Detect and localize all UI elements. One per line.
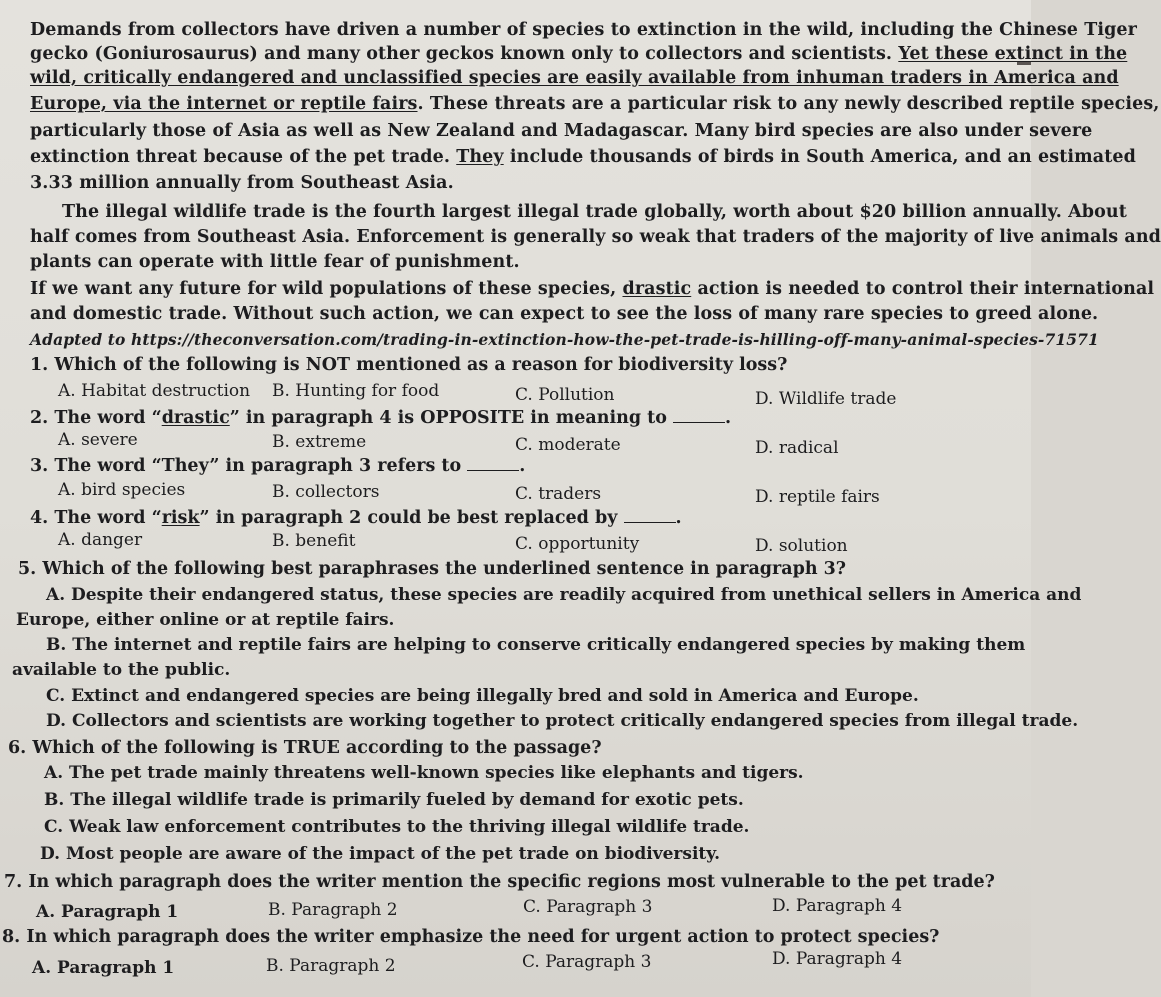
p2-line-1: The illegal wildlife trade is the fourth largest illegal trade globally, worth about $20 billion annually. About	[62, 202, 1127, 222]
q1-option-b: B. Hunting for food	[272, 381, 440, 401]
q1-option-d: D. Wildlife trade	[755, 389, 897, 409]
q8-option-c: C. Paragraph 3	[522, 952, 652, 972]
q5-option-d: D. Collectors and scientists are working together to protect critically endangered species from illegal trade.	[46, 711, 1079, 731]
p3-line-2: and domestic trade. Without such action, we can expect to see the loss of many rare species to greed alone.	[30, 304, 1099, 324]
underlined-they: They	[456, 147, 504, 167]
question-8-stem: 8. In which paragraph does the writer emphasize the need for urgent action to protect species?	[2, 927, 940, 947]
p2-line-3: plants can operate with little fear of punishment.	[30, 252, 520, 272]
p1-line-2: gecko (Goniurosaurus) and many other geckos known only to collectors and scientists. Yet these extinct in the	[30, 44, 1128, 64]
p2-line-2: half comes from Southeast Asia. Enforcement is generally so weak that traders of the majority of live animals and	[30, 227, 1161, 247]
p1-line-1: Demands from collectors have driven a number of species to extinction in the wild, including the Chinese Tiger	[30, 20, 1137, 40]
q6-option-b: B. The illegal wildlife trade is primarily fueled by demand for exotic pets.	[44, 790, 744, 810]
question-6-stem: 6. Which of the following is TRUE according to the passage?	[8, 738, 602, 758]
q2-option-d: D. radical	[755, 438, 839, 458]
q8-option-d: D. Paragraph 4	[772, 949, 903, 969]
q5-option-a-cont: Europe, either online or at reptile fairs.	[16, 610, 395, 630]
question-5-stem: 5. Which of the following best paraphrases the underlined sentence in paragraph 3?	[18, 559, 847, 579]
q2-option-a: A. severe	[58, 430, 138, 450]
q1-option-c: C. Pollution	[515, 385, 615, 405]
answer-blank	[624, 508, 676, 523]
source-citation: Adapted to https://theconversation.com/trading-in-extinction-how-the-pet-trade-is-hilling-off-many-animal-species-71571	[30, 330, 1099, 349]
q2-option-b: B. extreme	[272, 432, 367, 452]
q7-option-b: B. Paragraph 2	[268, 900, 398, 920]
question-4-stem: 4. The word “risk” in paragraph 2 could be best replaced by .	[30, 508, 682, 528]
answer-blank	[467, 456, 519, 471]
q5-option-b-cont: available to the public.	[12, 660, 231, 680]
question-7-stem: 7. In which paragraph does the writer mention the specific regions most vulnerable to the pet trade?	[4, 872, 995, 892]
q7-option-c: C. Paragraph 3	[523, 897, 653, 917]
q6-option-c: C. Weak law enforcement contributes to the thriving illegal wildlife trade.	[44, 817, 750, 837]
q6-option-d: D. Most people are aware of the impact of the pet trade on biodiversity.	[40, 844, 721, 864]
question-2-stem: 2. The word “drastic” in paragraph 4 is OPPOSITE in meaning to .	[30, 408, 732, 428]
q3-option-b: B. collectors	[272, 482, 380, 502]
q5-option-b: B. The internet and reptile fairs are helping to conserve critically endangered species by making them	[46, 635, 1026, 655]
p1-line-4: Europe, via the internet or reptile fairs. These threats are a particular risk to any newly described reptile species,	[30, 94, 1160, 114]
q4-option-b: B. benefit	[272, 531, 356, 551]
underlined-sentence-part-2: wild, critically endangered and unclassified species are easily available from inhuman traders in America and	[30, 68, 1119, 88]
q1-option-a: A. Habitat destruction	[58, 381, 251, 401]
underlined-drastic: drastic	[622, 279, 692, 299]
q3-option-d: D. reptile fairs	[755, 487, 880, 507]
q3-option-c: C. traders	[515, 484, 602, 504]
answer-blank	[673, 408, 725, 423]
q2-option-c: C. moderate	[515, 435, 621, 455]
question-1-stem: 1. Which of the following is NOT mentioned as a reason for biodiversity loss?	[30, 355, 788, 375]
q3-option-a: A. bird species	[58, 480, 186, 500]
underlined-sentence-part-1: Yet these extinct in the	[898, 44, 1128, 64]
q7-option-a: A. Paragraph 1	[36, 902, 179, 922]
q8-option-b: B. Paragraph 2	[266, 956, 396, 976]
q5-option-a: A. Despite their endangered status, these species are readily acquired from unethical sellers in America and	[46, 585, 1082, 605]
q4-option-d: D. solution	[755, 536, 848, 556]
p1-line-6: extinction threat because of the pet trade. They include thousands of birds in South America, and an estimated	[30, 147, 1136, 167]
q8-option-a: A. Paragraph 1	[32, 958, 175, 978]
q5-option-c: C. Extinct and endangered species are being illegally bred and sold in America and Europe.	[46, 686, 919, 706]
underlined-sentence-part-3: Europe, via the internet or reptile fairs	[30, 94, 418, 114]
p1-line-5: particularly those of Asia as well as New Zealand and Madagascar. Many bird species are also under severe	[30, 121, 1093, 141]
q4-option-c: C. opportunity	[515, 534, 640, 554]
p3-line-1: If we want any future for wild populations of these species, drastic action is needed to control their international	[30, 279, 1155, 299]
p1-line-7: 3.33 million annually from Southeast Asia.	[30, 173, 454, 193]
p1-line-3	[30, 67, 1119, 89]
q4-option-a: A. danger	[58, 530, 143, 550]
q7-option-d: D. Paragraph 4	[772, 896, 903, 916]
question-3-stem: 3. The word “They” in paragraph 3 refers to .	[30, 456, 526, 476]
q6-option-a: A. The pet trade mainly threatens well-known species like elephants and tigers.	[44, 763, 804, 783]
